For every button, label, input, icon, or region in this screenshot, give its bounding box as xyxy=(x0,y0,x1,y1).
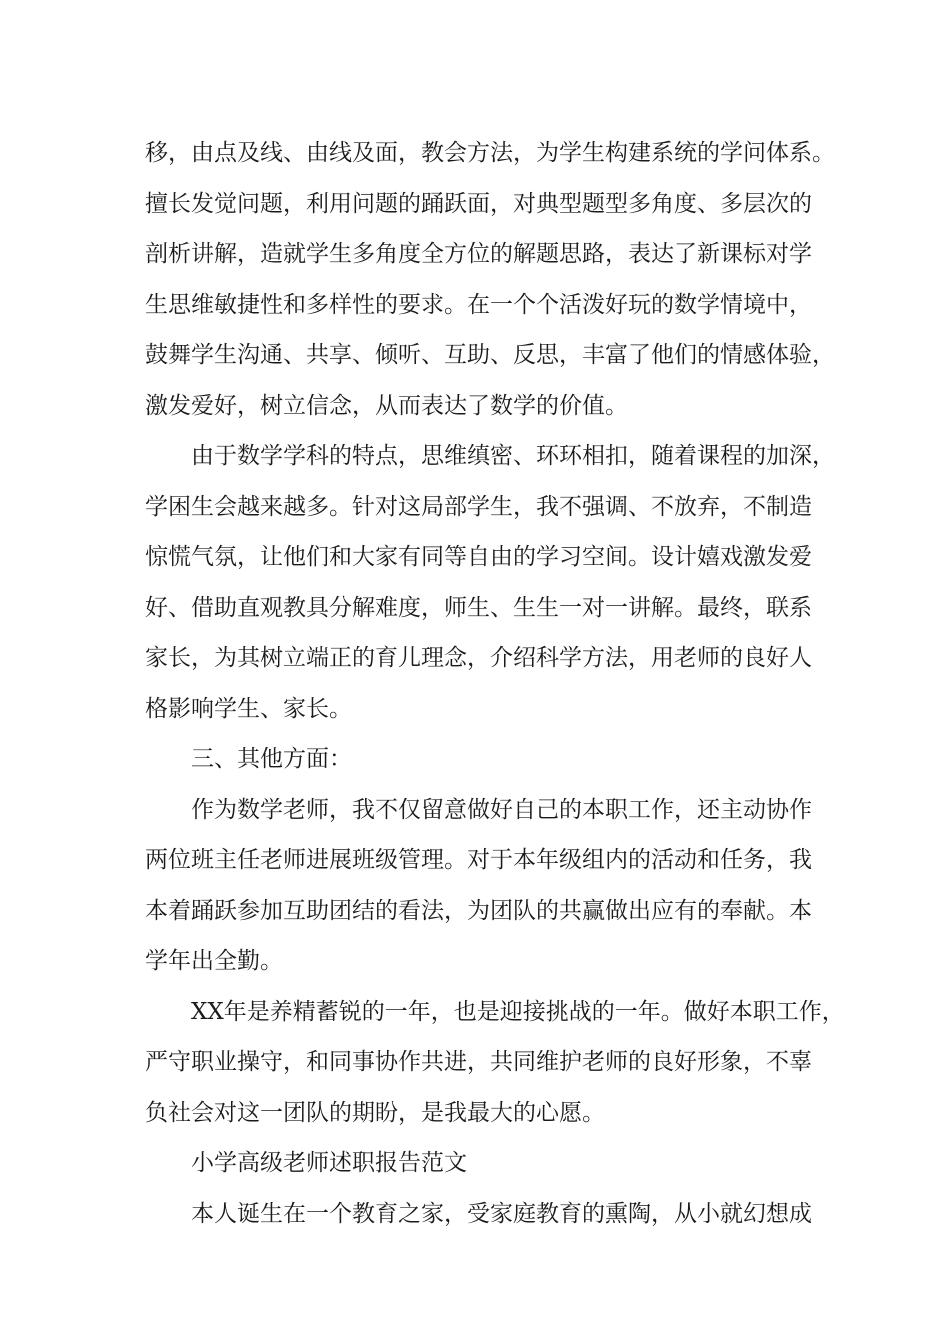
text-line: 好、借助直观教具分解难度，师生、生生一对一讲解。最终，联系 xyxy=(145,594,812,621)
text-line: 负社会对这一团队的期盼，是我最大的心愿。 xyxy=(145,1099,605,1126)
paragraph-first-line: XX年是养精蓄锐的一年，也是迎接挑战的一年。做好本职工作， xyxy=(191,998,845,1025)
text-line: 学年出全勤。 xyxy=(145,948,283,974)
text-line: 擅长发觉问题，利用问题的踊跃面，对典型题型多角度、多层次的 xyxy=(145,190,812,217)
document-title: 小学高级老师述职报告范文 xyxy=(191,1150,467,1176)
text-line: 惊慌气氛，让他们和大家有同等自由的学习空间。设计嬉戏激发爱 xyxy=(145,544,812,570)
paragraph-first-line: 本人诞生在一个教育之家，受家庭教育的熏陶，从小就幻想成 xyxy=(191,1200,812,1227)
text-line: 激发爱好，树立信念，从而表达了数学的价值。 xyxy=(145,392,628,419)
text-line: 鼓舞学生沟通、共享、倾听、互助、反思，丰富了他们的情感体验， xyxy=(145,342,835,368)
paragraph-first-line: 由于数学学科的特点，思维缜密、环环相扣，随着课程的加深， xyxy=(191,443,835,469)
text-line: 学困生会越来越多。针对这局部学生，我不强调、不放弃，不制造 xyxy=(145,493,812,520)
section-heading: 三、其他方面： xyxy=(191,746,352,772)
text-line: 剖析讲解，造就学生多角度全方位的解题思路，表达了新课标对学 xyxy=(145,241,812,267)
text-line: 家长，为其树立端正的育儿理念，介绍科学方法，用老师的良好人 xyxy=(145,645,812,671)
text-line: 严守职业操守，和同事协作共进，共同维护老师的良好形象，不辜 xyxy=(145,1049,812,1075)
text-line: 本着踊跃参加互助团结的看法，为团队的共赢做出应有的奉献。本 xyxy=(145,897,812,924)
text-line: 两位班主任老师进展班级管理。对于本年级组内的活动和任务，我 xyxy=(145,847,812,873)
text-line: 格影响学生、家长。 xyxy=(145,695,352,722)
paragraph-first-line: 作为数学老师，我不仅留意做好自己的本职工作，还主动协作 xyxy=(191,796,812,823)
text-line: 移，由点及线、由线及面，教会方法，为学生构建系统的学问体系。 xyxy=(145,140,835,166)
document-body xyxy=(145,128,845,1239)
text-line: 生思维敏捷性和多样性的要求。在一个个活泼好玩的数学情境中， xyxy=(145,291,812,318)
